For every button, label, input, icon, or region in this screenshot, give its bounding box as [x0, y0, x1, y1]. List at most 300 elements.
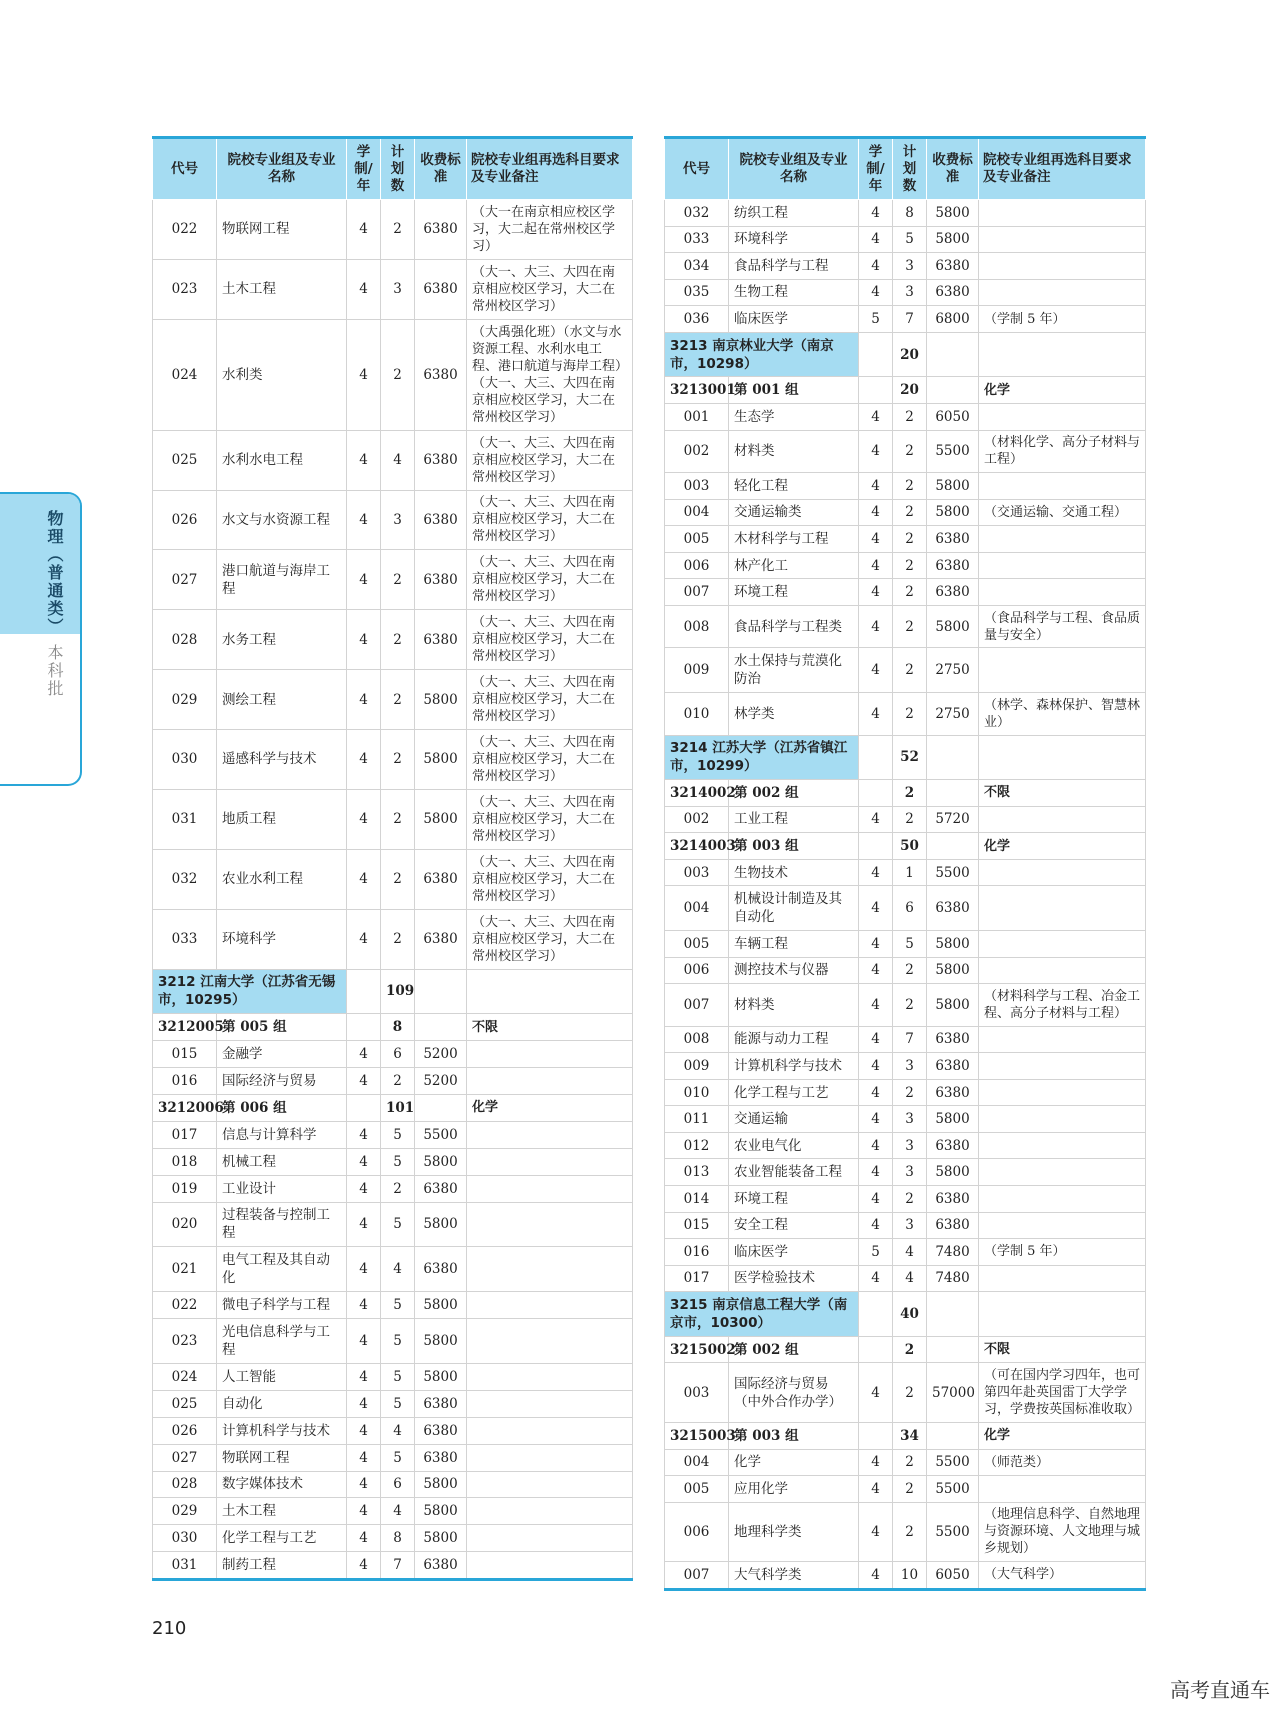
plan-count: 101 [381, 1095, 415, 1122]
fee-cell: 6380 [927, 1186, 979, 1213]
major-name: 食品科学与工程类 [729, 605, 859, 648]
note-cell [467, 1121, 633, 1148]
fee-cell: 2750 [927, 648, 979, 693]
header-note: 院校专业组再选科目要求及专业备注 [467, 138, 633, 200]
fee-cell: 5800 [415, 1148, 467, 1175]
note-cell: （大一在南京相应校区学习，大二起在常州校区学习） [467, 200, 633, 260]
years-cell: 4 [347, 1148, 381, 1175]
side-tab-highlight [0, 494, 80, 634]
major-row [153, 259, 633, 319]
group-name: 第 003 组 [729, 1422, 859, 1449]
plan-count: 2 [381, 550, 415, 610]
major-code: 034 [665, 253, 729, 280]
years-cell: 4 [859, 859, 893, 886]
major-code: 031 [153, 789, 217, 849]
years-cell: 4 [347, 1068, 381, 1095]
fee-cell [415, 1014, 467, 1041]
major-code: 007 [665, 579, 729, 606]
plan-count: 7 [893, 1026, 927, 1053]
fee-cell: 7480 [927, 1265, 979, 1292]
major-code: 028 [153, 1471, 217, 1498]
years-cell: 4 [859, 886, 893, 931]
major-code: 014 [665, 1186, 729, 1213]
brand-watermark: 高考直通车 [1170, 1678, 1270, 1702]
group-name: 第 002 组 [729, 1336, 859, 1363]
fee-cell [927, 332, 979, 377]
plan-count: 6 [893, 886, 927, 931]
fee-cell: 5800 [927, 605, 979, 648]
plan-count: 3 [381, 490, 415, 550]
group-code: 3213001 [665, 377, 729, 404]
major-name: 材料类 [729, 984, 859, 1027]
plan-count: 5 [381, 1364, 415, 1391]
major-row [153, 550, 633, 610]
major-code: 003 [665, 473, 729, 500]
major-name: 临床医学 [729, 306, 859, 333]
major-name: 工业设计 [217, 1175, 347, 1202]
note-cell: （交通运输、交通工程） [979, 499, 1146, 526]
note-cell [979, 1079, 1146, 1106]
note-cell [979, 332, 1146, 377]
subject-requirement: 不限 [979, 780, 1146, 807]
years-cell: 4 [859, 279, 893, 306]
major-code: 005 [665, 930, 729, 957]
years-cell: 4 [347, 1247, 381, 1292]
fee-cell: 2750 [927, 693, 979, 736]
fee-cell [415, 969, 467, 1014]
fee-cell: 5200 [415, 1041, 467, 1068]
years-cell: 4 [347, 550, 381, 610]
fee-cell: 5200 [415, 1068, 467, 1095]
fee-cell: 6380 [415, 849, 467, 909]
header-name: 院校专业组及专业名称 [217, 138, 347, 200]
note-cell: （大一、大三、大四在南京相应校区学习，大二在常州校区学习） [467, 430, 633, 490]
major-code: 006 [665, 957, 729, 984]
major-code: 025 [153, 430, 217, 490]
major-name: 电气工程及其自动化 [217, 1247, 347, 1292]
major-name: 微电子科学与工程 [217, 1292, 347, 1319]
major-code: 023 [153, 259, 217, 319]
note-cell: （大一、大三、大四在南京相应校区学习，大二在常州校区学习） [467, 610, 633, 670]
years-cell: 4 [347, 849, 381, 909]
header-years: 学制/年 [859, 138, 893, 200]
years-cell: 4 [347, 1364, 381, 1391]
plan-count: 2 [893, 780, 927, 807]
fee-cell: 57000 [927, 1363, 979, 1423]
note-cell [467, 969, 633, 1014]
note-cell: （师范类） [979, 1449, 1146, 1476]
group-code: 3215002 [665, 1336, 729, 1363]
fee-cell [927, 1336, 979, 1363]
fee-cell: 6380 [415, 430, 467, 490]
years-cell: 4 [347, 1390, 381, 1417]
years-cell [859, 1336, 893, 1363]
note-cell [979, 735, 1146, 780]
major-code: 026 [153, 1417, 217, 1444]
years-cell: 4 [859, 1186, 893, 1213]
fee-cell: 5800 [927, 984, 979, 1027]
admission-table-right [664, 136, 1146, 1591]
plan-count: 2 [893, 1079, 927, 1106]
fee-cell: 6380 [415, 1390, 467, 1417]
major-row [665, 1363, 1146, 1423]
major-name: 水利类 [217, 319, 347, 430]
years-cell: 4 [347, 1202, 381, 1247]
years-cell: 4 [347, 789, 381, 849]
years-cell [347, 969, 381, 1014]
years-cell [859, 1292, 893, 1337]
years-cell: 4 [347, 490, 381, 550]
major-code: 016 [153, 1068, 217, 1095]
plan-count: 2 [893, 473, 927, 500]
major-name: 环境工程 [729, 1186, 859, 1213]
fee-cell: 6800 [927, 306, 979, 333]
note-cell [467, 1525, 633, 1552]
note-cell [979, 403, 1146, 430]
major-code: 013 [665, 1159, 729, 1186]
fee-cell: 5800 [415, 1202, 467, 1247]
years-cell: 4 [347, 1444, 381, 1471]
years-cell: 4 [347, 1471, 381, 1498]
university-row [153, 969, 633, 1014]
note-cell [979, 957, 1146, 984]
side-tab-category: 物理（普通类） [45, 510, 64, 636]
fee-cell: 6380 [927, 526, 979, 553]
years-cell: 4 [347, 1292, 381, 1319]
major-row [665, 1026, 1146, 1053]
fee-cell [927, 1422, 979, 1449]
major-name: 环境科学 [217, 909, 347, 969]
major-code: 005 [665, 1476, 729, 1503]
plan-count: 5 [893, 226, 927, 253]
major-code: 017 [665, 1265, 729, 1292]
plan-count: 2 [893, 552, 927, 579]
note-cell [979, 1106, 1146, 1133]
major-code: 008 [665, 605, 729, 648]
plan-count: 2 [893, 693, 927, 736]
note-cell: （大一、大三、大四在南京相应校区学习，大二在常州校区学习） [467, 670, 633, 730]
major-code: 027 [153, 1444, 217, 1471]
plan-count: 2 [381, 319, 415, 430]
major-code: 007 [665, 1562, 729, 1590]
subject-requirement: 化学 [979, 377, 1146, 404]
major-row [665, 279, 1146, 306]
fee-cell: 5800 [415, 670, 467, 730]
group-code: 3214003 [665, 833, 729, 860]
fee-cell [927, 735, 979, 780]
years-cell: 4 [859, 605, 893, 648]
major-name: 农业智能装备工程 [729, 1159, 859, 1186]
years-cell: 4 [347, 1175, 381, 1202]
plan-count: 5 [381, 1202, 415, 1247]
major-row [153, 1364, 633, 1391]
note-cell [979, 1132, 1146, 1159]
plan-count: 2 [893, 403, 927, 430]
note-cell: （可在国内学习四年，也可第四年赴英国雷丁大学学习，学费按英国标准收取） [979, 1363, 1146, 1423]
major-row [665, 579, 1146, 606]
years-cell: 4 [347, 1525, 381, 1552]
plan-count: 7 [893, 306, 927, 333]
major-name: 计算机科学与技术 [729, 1053, 859, 1080]
note-cell: （地理信息科学、自然地理与资源环境、人文地理与城乡规划） [979, 1502, 1146, 1562]
table-header [665, 138, 1146, 200]
fee-cell [415, 1095, 467, 1122]
years-cell: 4 [859, 226, 893, 253]
plan-count: 4 [893, 1265, 927, 1292]
major-row [153, 200, 633, 260]
major-row [153, 1121, 633, 1148]
header-fee: 收费标准 [415, 138, 467, 200]
major-row [665, 499, 1146, 526]
plan-count: 10 [893, 1562, 927, 1590]
plan-count: 6 [381, 1041, 415, 1068]
major-code: 018 [153, 1148, 217, 1175]
plan-count: 4 [381, 1247, 415, 1292]
major-name: 能源与动力工程 [729, 1026, 859, 1053]
note-cell: （学制 5 年） [979, 306, 1146, 333]
major-name: 信息与计算科学 [217, 1121, 347, 1148]
major-row [153, 670, 633, 730]
plan-count: 2 [381, 670, 415, 730]
years-cell: 4 [859, 1026, 893, 1053]
major-code: 032 [153, 849, 217, 909]
major-row [665, 1212, 1146, 1239]
fee-cell: 6380 [415, 1552, 467, 1580]
note-cell [979, 253, 1146, 280]
major-name: 纺织工程 [729, 200, 859, 227]
fee-cell: 5800 [927, 930, 979, 957]
plan-count: 2 [893, 1449, 927, 1476]
group-row [665, 1336, 1146, 1363]
plan-count: 2 [893, 1186, 927, 1213]
years-cell: 4 [347, 200, 381, 260]
group-row [153, 1095, 633, 1122]
major-row [153, 789, 633, 849]
major-code: 008 [665, 1026, 729, 1053]
plan-count: 2 [893, 1336, 927, 1363]
plan-count: 2 [381, 610, 415, 670]
major-code: 010 [665, 1079, 729, 1106]
plan-count: 3 [893, 1132, 927, 1159]
years-cell: 4 [859, 499, 893, 526]
major-row [665, 648, 1146, 693]
plan-count: 2 [893, 1502, 927, 1562]
note-cell [979, 200, 1146, 227]
major-name: 物联网工程 [217, 200, 347, 260]
group-name: 第 005 组 [217, 1014, 347, 1041]
major-name: 制药工程 [217, 1552, 347, 1580]
major-name: 食品科学与工程 [729, 253, 859, 280]
note-cell [979, 1212, 1146, 1239]
years-cell: 4 [347, 1121, 381, 1148]
note-cell: （材料化学、高分子材料与工程） [979, 430, 1146, 473]
major-name: 机械设计制造及其自动化 [729, 886, 859, 931]
subject-requirement: 不限 [979, 1336, 1146, 1363]
note-cell [979, 859, 1146, 886]
major-row [665, 430, 1146, 473]
note-cell: （大一、大三、大四在南京相应校区学习，大二在常州校区学习） [467, 490, 633, 550]
years-cell: 4 [859, 1212, 893, 1239]
note-cell [467, 1041, 633, 1068]
major-name: 轻化工程 [729, 473, 859, 500]
note-cell [979, 1026, 1146, 1053]
fee-cell: 6380 [927, 1053, 979, 1080]
major-name: 遥感科学与技术 [217, 730, 347, 790]
header-plan: 计划数 [381, 138, 415, 200]
plan-count: 2 [381, 1175, 415, 1202]
major-row [665, 526, 1146, 553]
plan-count: 20 [893, 332, 927, 377]
major-name: 水务工程 [217, 610, 347, 670]
plan-count: 2 [381, 730, 415, 790]
years-cell [859, 332, 893, 377]
years-cell: 4 [859, 1159, 893, 1186]
years-cell: 4 [859, 403, 893, 430]
major-row [665, 930, 1146, 957]
fee-cell: 5800 [415, 730, 467, 790]
years-cell: 4 [859, 1265, 893, 1292]
major-name: 地理科学类 [729, 1502, 859, 1562]
years-cell: 4 [347, 319, 381, 430]
university-name: 3212 江南大学（江苏省无锡市，10295） [153, 969, 347, 1014]
major-code: 027 [153, 550, 217, 610]
years-cell: 4 [859, 1476, 893, 1503]
years-cell: 4 [859, 1449, 893, 1476]
plan-count: 3 [381, 259, 415, 319]
plan-count: 5 [381, 1390, 415, 1417]
major-code: 032 [665, 200, 729, 227]
years-cell: 4 [347, 1041, 381, 1068]
note-cell [979, 1053, 1146, 1080]
major-name: 测控技术与仪器 [729, 957, 859, 984]
plan-count: 4 [381, 430, 415, 490]
plan-count: 4 [381, 1498, 415, 1525]
years-cell: 4 [859, 693, 893, 736]
major-row [665, 1239, 1146, 1266]
note-cell [467, 1319, 633, 1364]
major-name: 生态学 [729, 403, 859, 430]
fee-cell [927, 377, 979, 404]
major-code: 033 [153, 909, 217, 969]
major-code: 020 [153, 1202, 217, 1247]
major-name: 地质工程 [217, 789, 347, 849]
major-row [665, 1502, 1146, 1562]
major-name: 应用化学 [729, 1476, 859, 1503]
note-cell [467, 1471, 633, 1498]
years-cell [859, 377, 893, 404]
major-name: 化学工程与工艺 [729, 1079, 859, 1106]
fee-cell: 5800 [415, 1364, 467, 1391]
years-cell: 4 [859, 1106, 893, 1133]
university-row [665, 1292, 1146, 1337]
major-row [665, 306, 1146, 333]
major-row [153, 1525, 633, 1552]
major-code: 005 [665, 526, 729, 553]
plan-count: 2 [893, 1476, 927, 1503]
major-name: 数字媒体技术 [217, 1471, 347, 1498]
years-cell [347, 1095, 381, 1122]
years-cell [859, 1422, 893, 1449]
major-name: 化学工程与工艺 [217, 1525, 347, 1552]
fee-cell: 5800 [927, 200, 979, 227]
plan-count: 3 [893, 279, 927, 306]
fee-cell: 5500 [927, 1502, 979, 1562]
major-code: 033 [665, 226, 729, 253]
major-code: 021 [153, 1247, 217, 1292]
note-cell [979, 579, 1146, 606]
group-row [665, 780, 1146, 807]
fee-cell: 6380 [415, 610, 467, 670]
fee-cell: 5500 [927, 430, 979, 473]
years-cell: 4 [859, 579, 893, 606]
years-cell: 4 [347, 1498, 381, 1525]
plan-count: 2 [893, 605, 927, 648]
group-name: 第 006 组 [217, 1095, 347, 1122]
plan-count: 2 [893, 499, 927, 526]
plan-count: 2 [893, 984, 927, 1027]
years-cell [859, 833, 893, 860]
major-code: 012 [665, 1132, 729, 1159]
years-cell: 4 [347, 610, 381, 670]
group-name: 第 003 组 [729, 833, 859, 860]
group-code: 3212006 [153, 1095, 217, 1122]
table-header [153, 138, 633, 200]
major-name: 林产化工 [729, 552, 859, 579]
major-name: 土木工程 [217, 259, 347, 319]
plan-count: 6 [381, 1471, 415, 1498]
years-cell: 4 [859, 473, 893, 500]
major-code: 016 [665, 1239, 729, 1266]
plan-count: 2 [381, 1068, 415, 1095]
fee-cell: 5800 [927, 1106, 979, 1133]
major-row [665, 984, 1146, 1027]
major-row [665, 403, 1146, 430]
plan-count: 2 [893, 957, 927, 984]
plan-count: 8 [381, 1525, 415, 1552]
plan-count: 34 [893, 1422, 927, 1449]
major-name: 林学类 [729, 693, 859, 736]
header-note: 院校专业组再选科目要求及专业备注 [979, 138, 1146, 200]
major-row [153, 1444, 633, 1471]
plan-count: 20 [893, 377, 927, 404]
major-name: 环境科学 [729, 226, 859, 253]
plan-count: 2 [893, 579, 927, 606]
major-row [665, 1053, 1146, 1080]
major-row [665, 552, 1146, 579]
fee-cell: 5800 [927, 473, 979, 500]
major-name: 过程装备与控制工程 [217, 1202, 347, 1247]
fee-cell: 6380 [927, 886, 979, 931]
plan-count: 50 [893, 833, 927, 860]
major-code: 029 [153, 670, 217, 730]
major-code: 007 [665, 984, 729, 1027]
major-row [665, 1476, 1146, 1503]
fee-cell: 6380 [927, 1026, 979, 1053]
header-code: 代号 [153, 138, 217, 200]
note-cell [467, 1202, 633, 1247]
plan-count: 4 [893, 1239, 927, 1266]
major-name: 化学 [729, 1449, 859, 1476]
major-row [153, 1417, 633, 1444]
note-cell [467, 1552, 633, 1580]
major-row [665, 200, 1146, 227]
fee-cell: 6380 [415, 319, 467, 430]
major-code: 011 [665, 1106, 729, 1133]
subject-requirement: 不限 [467, 1014, 633, 1041]
major-code: 009 [665, 1053, 729, 1080]
group-name: 第 001 组 [729, 377, 859, 404]
major-row [665, 1449, 1146, 1476]
